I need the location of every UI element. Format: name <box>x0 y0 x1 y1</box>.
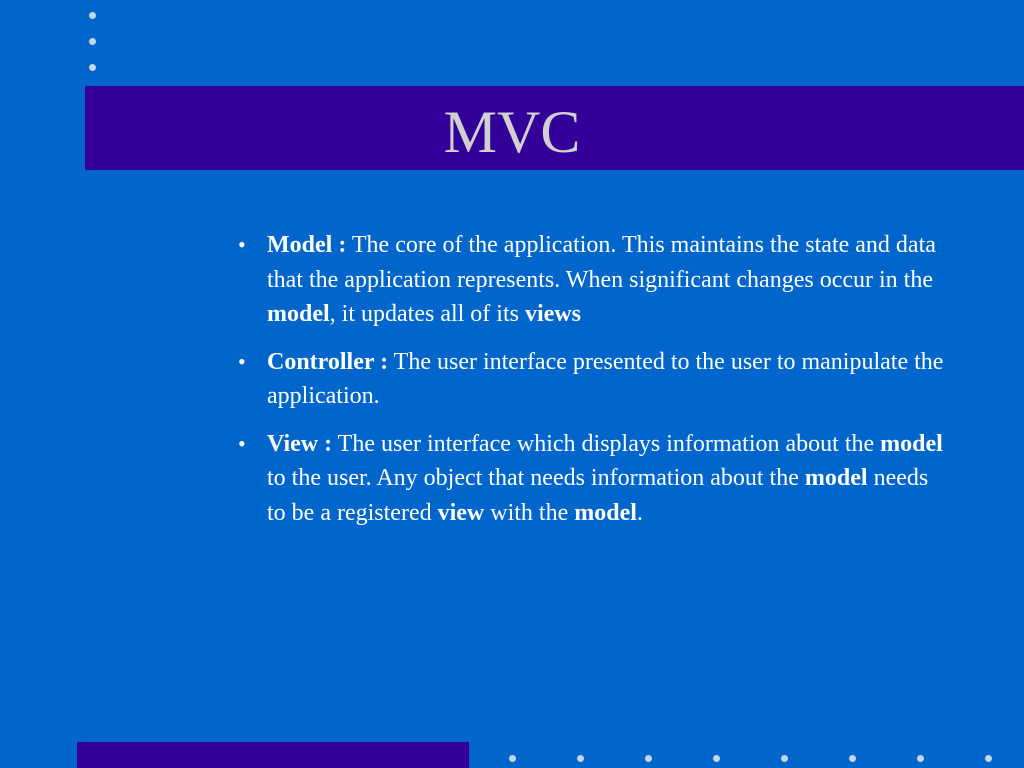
decorative-dot <box>985 755 992 762</box>
bullet-term: Controller : <box>267 348 389 375</box>
decorative-dot <box>645 755 652 762</box>
bullet-icon: • <box>238 430 246 456</box>
bullet-controller <box>238 345 948 414</box>
bullet-icon: • <box>238 348 246 374</box>
bullet-emphasis: view <box>437 499 485 526</box>
decorative-dot <box>89 64 96 71</box>
bullet-text: with the <box>484 499 575 526</box>
decorative-dot <box>917 755 924 762</box>
bullet-list <box>238 228 948 543</box>
bullet-model <box>238 228 948 332</box>
bullet-icon: • <box>238 232 246 257</box>
slide-title: MVC <box>443 99 581 165</box>
bullet-term: View : <box>267 430 333 457</box>
bullet-view <box>238 427 948 531</box>
bullet-term: Model : <box>267 232 347 258</box>
decorative-dot <box>781 755 788 762</box>
bullet-emphasis: views <box>524 301 581 327</box>
bottom-band <box>77 742 469 768</box>
bullet-text: , it updates all of its <box>329 301 525 327</box>
bullet-emphasis: model <box>574 499 637 526</box>
bullet-emphasis: model <box>267 301 330 327</box>
decorative-dot <box>713 755 720 762</box>
decorative-dot <box>577 755 584 762</box>
bullet-text: The user interface which displays information about the <box>332 430 881 457</box>
decorative-dot <box>89 12 96 19</box>
bullet-text: The core of the application. This maintains the state and data that the application represents. When significant changes occur in the <box>267 232 936 293</box>
bullet-text: needs to be a registered <box>267 465 929 526</box>
bullet-text: The user interface presented to the user to manipulate the application. <box>267 348 944 409</box>
bullet-emphasis: model <box>880 430 943 457</box>
bullet-emphasis: model <box>804 465 868 491</box>
bullet-text: . <box>636 499 643 526</box>
decorative-dot <box>89 38 96 45</box>
decorative-dot <box>509 755 516 762</box>
decorative-dot <box>849 755 856 762</box>
bullet-text: to the user. Any object that needs information about the <box>267 465 805 491</box>
